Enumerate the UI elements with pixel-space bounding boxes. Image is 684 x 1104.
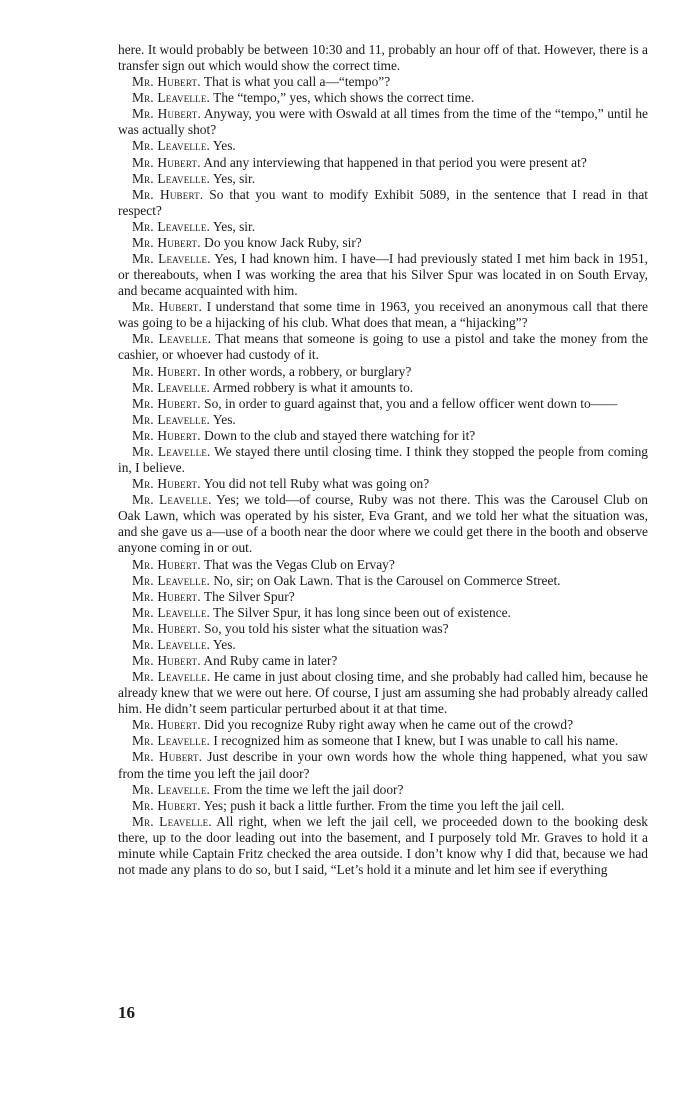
- paragraph: [118, 637, 648, 653]
- paragraph: [118, 573, 648, 589]
- speaker: Mr. Hubert.: [132, 717, 201, 733]
- speaker: Mr. Leavelle.: [132, 572, 211, 588]
- paragraph-text: The Silver Spur, it has long since been out of existence.: [213, 604, 511, 620]
- paragraph: [118, 669, 648, 717]
- paragraph-text: And Ruby came in later?: [203, 652, 338, 668]
- speaker: Mr. Hubert.: [132, 74, 201, 90]
- paragraph-text: Yes.: [212, 411, 236, 427]
- speaker: Mr. Hubert.: [132, 299, 203, 315]
- speaker: Mr. Leavelle.: [132, 636, 211, 652]
- paragraph-text: Do you know Jack Ruby, sir?: [204, 234, 362, 250]
- paragraph: [118, 396, 648, 412]
- speaker: Mr. Leavelle.: [132, 251, 211, 267]
- paragraph-text: He came in just about closing time, and she probably had called him, because he already knew that we were out here. Of course, I just am assuming she had probably already called him. He didn’t seem particular perturbed about it at that time.: [118, 669, 648, 717]
- paragraph: [118, 219, 648, 235]
- paragraph-text: Yes; we told—of course, Ruby was not there. This was the Carousel Club on Oak Lawn, which was operated by his sister, Eva Grant, and we told her what the situation was, and she gave us a—use of a booth near the door where we could get there in the booth and observe anyone coming in or out.: [118, 492, 648, 556]
- paragraph: [118, 749, 648, 781]
- transcript-body: [118, 42, 648, 878]
- paragraph: [118, 380, 648, 396]
- paragraph-text: Yes, sir.: [212, 218, 256, 234]
- paragraph: [118, 589, 648, 605]
- paragraph-text: In other words, a robbery, or burglary?: [204, 363, 412, 379]
- paragraph-text: The “tempo,” yes, which shows the correct time.: [213, 90, 475, 106]
- speaker: Mr. Leavelle.: [132, 781, 211, 797]
- speaker: Mr. Leavelle.: [132, 331, 212, 347]
- speaker: Mr. Hubert.: [132, 427, 201, 443]
- paragraph: [118, 155, 648, 171]
- speaker: Mr. Leavelle.: [132, 411, 211, 427]
- paragraph: [118, 299, 648, 331]
- speaker: Mr. Leavelle.: [132, 669, 211, 685]
- speaker: Mr. Leavelle.: [132, 604, 211, 620]
- paragraph: [118, 42, 648, 74]
- paragraph: [118, 138, 648, 154]
- paragraph: [118, 476, 648, 492]
- paragraph: [118, 557, 648, 573]
- paragraph: [118, 235, 648, 251]
- paragraph-text: Just describe in your own words how the whole thing happened, what you saw from the time you left the jail door?: [118, 749, 648, 781]
- paragraph-text: That means that someone is going to use a pistol and take the money from the cashier, or whoever had custody of it.: [118, 331, 649, 363]
- paragraph: [118, 444, 648, 476]
- paragraph-text: And any interviewing that happened in that period you were present at?: [203, 154, 587, 170]
- paragraph-text: Did you recognize Ruby right away when he came out of the crowd?: [204, 717, 574, 733]
- paragraph-text: From the time we left the jail door?: [213, 781, 404, 797]
- paragraph-text: Yes.: [212, 138, 236, 154]
- speaker: Mr. Hubert.: [132, 234, 201, 250]
- speaker: Mr. Leavelle.: [132, 813, 212, 829]
- speaker: Mr. Leavelle.: [132, 90, 211, 106]
- paragraph-text: Yes, I had known him. I have—I had previously stated I met him back in 1951, or thereabouts, when I was working the area that his Silver Spur was located in on South Ervay, and became acquainted with him.: [118, 251, 648, 299]
- paragraph-text: The Silver Spur?: [203, 588, 295, 604]
- paragraph: [118, 605, 648, 621]
- paragraph: [118, 90, 648, 106]
- paragraph: [118, 782, 648, 798]
- speaker: Mr. Hubert.: [132, 106, 202, 122]
- paragraph-text: So, in order to guard against that, you and a fellow officer went down to——: [204, 395, 618, 411]
- speaker: Mr. Leavelle.: [132, 218, 211, 234]
- speaker: Mr. Leavelle.: [132, 733, 211, 749]
- speaker: Mr. Hubert.: [132, 749, 203, 765]
- paragraph: [118, 364, 648, 380]
- speaker: Mr. Hubert.: [132, 476, 201, 492]
- paragraph-text: I understand that some time in 1963, you received an anonymous call that there was going to be a hijacking of his club. What does that mean, a “hijacking”?: [118, 299, 648, 331]
- paragraph-text: We stayed there until closing time. I think they stopped the people from coming in, I believe.: [118, 443, 648, 476]
- speaker: Mr. Hubert.: [132, 620, 201, 636]
- paragraph: [118, 171, 648, 187]
- speaker: Mr. Hubert.: [132, 556, 201, 572]
- paragraph: [118, 106, 648, 138]
- speaker: Mr. Hubert.: [132, 154, 201, 170]
- paragraph: [118, 717, 648, 733]
- paragraph: [118, 814, 648, 878]
- paragraph-text: Yes.: [212, 636, 236, 652]
- paragraph-text: Yes; push it back a little further. From the time you left the jail cell.: [203, 797, 565, 813]
- speaker: Mr. Hubert.: [132, 652, 201, 668]
- paragraph: [118, 331, 648, 363]
- speaker: Mr. Leavelle.: [132, 443, 211, 459]
- paragraph-text: So that you want to modify Exhibit 5089, in the sentence that I read in that respect?: [118, 186, 648, 218]
- paragraph-text: No, sir; on Oak Lawn. That is the Carousel on Commerce Street.: [213, 572, 561, 588]
- paragraph-text: So, you told his sister what the situation was?: [204, 620, 449, 636]
- paragraph: [118, 412, 648, 428]
- paragraph: [118, 428, 648, 444]
- paragraph-text: Armed robbery is what it amounts to.: [212, 379, 414, 395]
- paragraph-text: Down to the club and stayed there watching for it?: [204, 427, 476, 443]
- paragraph: [118, 74, 648, 90]
- speaker: Mr. Leavelle.: [132, 138, 211, 154]
- paragraph: [118, 621, 648, 637]
- paragraph-text: You did not tell Ruby what was going on?: [203, 476, 430, 492]
- speaker: Mr. Hubert.: [132, 588, 201, 604]
- speaker: Mr. Hubert.: [132, 186, 204, 202]
- paragraph-text: Anyway, you were with Oswald at all times from the time of the “tempo,” until he was actually shot?: [118, 106, 648, 138]
- paragraph: [118, 492, 648, 556]
- paragraph-text: That was the Vegas Club on Ervay?: [203, 556, 395, 572]
- speaker: Mr. Leavelle.: [132, 170, 211, 186]
- paragraph-text: here. It would probably be between 10:30 and 11, probably an hour off of that. However, there is a transfer sign out which would show the correct time.: [118, 42, 648, 74]
- paragraph-text: I recognized him as someone that I knew, but I was unable to call his name.: [213, 733, 619, 749]
- paragraph: [118, 733, 648, 749]
- paragraph-text: Yes, sir.: [212, 170, 256, 186]
- paragraph: [118, 798, 648, 814]
- speaker: Mr. Hubert.: [132, 395, 201, 411]
- speaker: Mr. Hubert.: [132, 363, 201, 379]
- paragraph-text: All right, when we left the jail cell, we proceeded down to the booking desk there, up to the door leading out into the basement, and I purposely told Mr. Graves to hold it a minute while Captain Fritz checked the area outside. I don’t know why I did that, because we had not made any plans to do so, but I said, “Let’s hold it a minute and let him see if everything: [118, 813, 648, 877]
- speaker: Mr. Leavelle.: [132, 492, 212, 508]
- page-number: 16: [118, 1003, 135, 1022]
- paragraph: [118, 251, 648, 299]
- speaker: Mr. Hubert.: [132, 797, 201, 813]
- paragraph: [118, 653, 648, 669]
- paragraph: [118, 187, 648, 219]
- paragraph-text: That is what you call a—“tempo”?: [203, 74, 391, 90]
- speaker: Mr. Leavelle.: [132, 379, 211, 395]
